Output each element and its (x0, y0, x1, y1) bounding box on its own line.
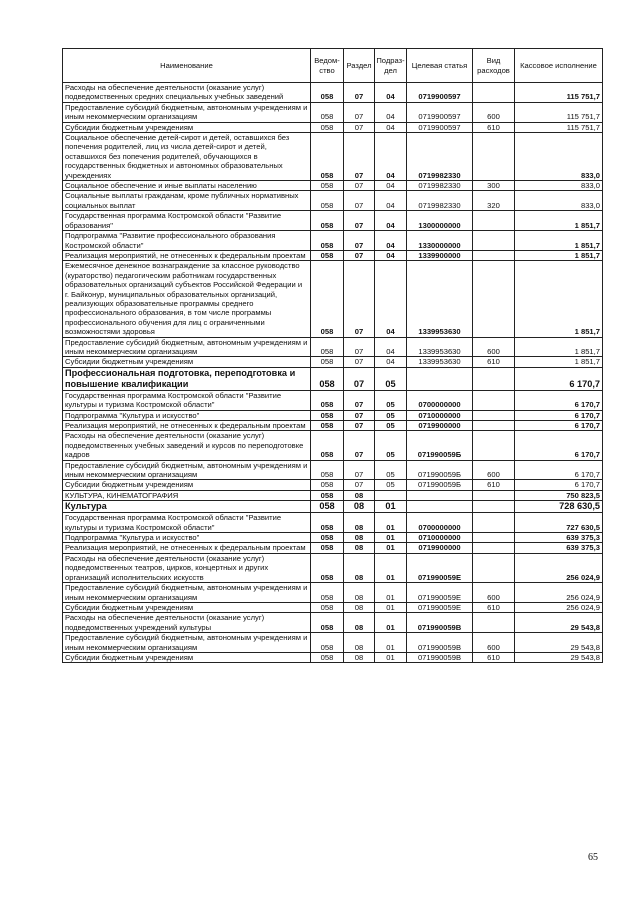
cell-name: Социальное обеспечение детей-сирот и детей, оставшихся без попечения родителей, лиц из числа детей-сирот и детей, оставшихся без попечения родителей, обучающихся в государственных бюджетных и автономных образовательных учреждениях (63, 133, 311, 181)
cell-statya: 0719982330 (407, 191, 473, 211)
cell-razdel: 07 (344, 250, 375, 260)
cell-name: Субсидии бюджетным учреждениям (63, 602, 311, 612)
cell-razdel: 07 (344, 211, 375, 231)
cell-name: Реализация мероприятий, не отнесенных к федеральным проектам (63, 250, 311, 260)
cell-podrazdel: 04 (375, 191, 407, 211)
cell-vedomstvo: 058 (311, 122, 344, 132)
cell-amount: 727 630,5 (515, 513, 603, 533)
cell-razdel: 07 (344, 357, 375, 367)
cell-vid: 320 (473, 191, 515, 211)
cell-podrazdel: 05 (375, 480, 407, 490)
cell-vid (473, 543, 515, 553)
cell-vid (473, 553, 515, 582)
cell-name: Субсидии бюджетным учреждениям (63, 480, 311, 490)
cell-vedomstvo: 058 (311, 480, 344, 490)
cell-vedomstvo: 058 (311, 390, 344, 410)
cell-statya: 0719900597 (407, 83, 473, 103)
cell-podrazdel: 05 (375, 431, 407, 460)
cell-statya: 071990059Б (407, 460, 473, 480)
cell-amount: 6 170,7 (515, 390, 603, 410)
cell-amount: 833,0 (515, 181, 603, 191)
cell-amount: 1 851,7 (515, 261, 603, 337)
cell-vid (473, 501, 515, 513)
cell-name: Социальные выплаты гражданам, кроме публичных нормативных социальных выплат (63, 191, 311, 211)
header-kassa: Кассовое исполнение (515, 49, 603, 83)
table-row (63, 501, 603, 513)
cell-amount: 833,0 (515, 133, 603, 181)
cell-vid (473, 367, 515, 390)
cell-razdel: 07 (344, 261, 375, 337)
cell-vid (473, 410, 515, 420)
cell-name: Предоставление субсидий бюджетным, автономным учреждениям и иным некоммерческим организациям (63, 460, 311, 480)
cell-name: Предоставление субсидий бюджетным, автономным учреждениям и иным некоммерческим организациям (63, 583, 311, 603)
cell-vedomstvo: 058 (311, 652, 344, 662)
cell-vid: 610 (473, 122, 515, 132)
table-row (63, 211, 603, 231)
table-row (63, 191, 603, 211)
cell-name: Расходы на обеспечение деятельности (оказание услуг) подведомственных учреждений культуры (63, 613, 311, 633)
table-row (63, 480, 603, 490)
cell-amount: 1 851,7 (515, 357, 603, 367)
cell-vid: 300 (473, 181, 515, 191)
cell-statya: 071990059Б (407, 480, 473, 490)
cell-razdel: 07 (344, 431, 375, 460)
cell-name: Подпрограмма "Культура и искусство" (63, 533, 311, 543)
table-row (63, 652, 603, 662)
cell-amount: 639 375,3 (515, 533, 603, 543)
cell-podrazdel: 01 (375, 652, 407, 662)
cell-amount: 6 170,7 (515, 367, 603, 390)
cell-vid (473, 513, 515, 533)
cell-name: Предоставление субсидий бюджетным, автономным учреждениям и иным некоммерческим организациям (63, 102, 311, 122)
cell-vid: 600 (473, 102, 515, 122)
cell-podrazdel: 04 (375, 133, 407, 181)
cell-amount: 29 543,8 (515, 613, 603, 633)
cell-amount: 6 170,7 (515, 460, 603, 480)
cell-amount: 115 751,7 (515, 122, 603, 132)
cell-razdel: 07 (344, 133, 375, 181)
cell-vid (473, 490, 515, 500)
cell-name: Расходы на обеспечение деятельности (оказание услуг) подведомственных средних специальных учебных заведений (63, 83, 311, 103)
cell-amount: 1 851,7 (515, 250, 603, 260)
cell-podrazdel: 04 (375, 83, 407, 103)
cell-vid (473, 613, 515, 633)
cell-vid (473, 211, 515, 231)
cell-amount: 1 851,7 (515, 211, 603, 231)
table-row (63, 421, 603, 431)
cell-podrazdel: 01 (375, 633, 407, 653)
table-row (63, 533, 603, 543)
cell-amount: 750 823,5 (515, 490, 603, 500)
cell-podrazdel: 01 (375, 513, 407, 533)
cell-razdel: 08 (344, 613, 375, 633)
cell-vid: 610 (473, 480, 515, 490)
cell-amount: 1 851,7 (515, 337, 603, 357)
cell-statya: 0710000000 (407, 410, 473, 420)
table-row (63, 513, 603, 533)
cell-razdel: 08 (344, 583, 375, 603)
cell-podrazdel: 01 (375, 613, 407, 633)
cell-amount: 6 170,7 (515, 421, 603, 431)
cell-vedomstvo: 058 (311, 261, 344, 337)
cell-statya: 0710000000 (407, 533, 473, 543)
table-body (63, 83, 603, 663)
cell-vedomstvo: 058 (311, 211, 344, 231)
cell-razdel: 07 (344, 367, 375, 390)
table-row (63, 357, 603, 367)
cell-statya: 0700000000 (407, 513, 473, 533)
cell-name: Ежемесячное денежное вознаграждение за классное руководство (кураторство) педагогическим работникам государственных образовательных организаций субъектов Российской Федерации и г. Байконур, муниципальных образовательных организаций, реализующих образовательные программы среднего профессионального образования, в том числе программы профессионального обучения для лиц с ограниченными возможностями здоровья (63, 261, 311, 337)
cell-razdel: 07 (344, 480, 375, 490)
cell-name: Предоставление субсидий бюджетным, автономным учреждениям и иным некоммерческим организациям (63, 337, 311, 357)
cell-amount: 29 543,8 (515, 633, 603, 653)
cell-podrazdel: 04 (375, 102, 407, 122)
cell-podrazdel: 01 (375, 501, 407, 513)
table-row (63, 133, 603, 181)
cell-razdel: 07 (344, 421, 375, 431)
table-header-row (63, 49, 603, 83)
cell-vedomstvo: 058 (311, 231, 344, 251)
cell-vid (473, 250, 515, 260)
cell-podrazdel: 05 (375, 460, 407, 480)
cell-name: Реализация мероприятий, не отнесенных к федеральным проектам (63, 421, 311, 431)
cell-razdel: 07 (344, 337, 375, 357)
cell-statya: 1339953630 (407, 357, 473, 367)
cell-podrazdel: 05 (375, 421, 407, 431)
cell-statya: 0719900597 (407, 122, 473, 132)
cell-statya: 0719900000 (407, 543, 473, 553)
cell-vid (473, 421, 515, 431)
table-row (63, 231, 603, 251)
cell-vedomstvo: 058 (311, 460, 344, 480)
cell-razdel: 08 (344, 652, 375, 662)
cell-amount: 115 751,7 (515, 102, 603, 122)
cell-vedomstvo: 058 (311, 421, 344, 431)
cell-podrazdel: 04 (375, 231, 407, 251)
table-row (63, 83, 603, 103)
cell-vid (473, 533, 515, 543)
table-row (63, 367, 603, 390)
table-row (63, 431, 603, 460)
cell-name: Реализация мероприятий, не отнесенных к федеральным проектам (63, 543, 311, 553)
cell-amount: 6 170,7 (515, 410, 603, 420)
cell-podrazdel (375, 490, 407, 500)
cell-statya: 071990059Е (407, 553, 473, 582)
cell-amount: 639 375,3 (515, 543, 603, 553)
cell-razdel: 07 (344, 231, 375, 251)
cell-podrazdel: 04 (375, 250, 407, 260)
table-row (63, 410, 603, 420)
cell-statya (407, 490, 473, 500)
cell-vedomstvo: 058 (311, 501, 344, 513)
cell-razdel: 07 (344, 410, 375, 420)
cell-name: Субсидии бюджетным учреждениям (63, 122, 311, 132)
cell-name: Расходы на обеспечение деятельности (оказание услуг) подведомственных учебных заведений и курсов по переподготовке кадров (63, 431, 311, 460)
cell-statya: 0719982330 (407, 181, 473, 191)
table-row (63, 102, 603, 122)
cell-vedomstvo: 058 (311, 613, 344, 633)
cell-statya: 071990059Е (407, 583, 473, 603)
cell-podrazdel: 04 (375, 211, 407, 231)
cell-podrazdel: 04 (375, 261, 407, 337)
cell-vid (473, 261, 515, 337)
cell-razdel: 08 (344, 501, 375, 513)
cell-statya: 1339953630 (407, 261, 473, 337)
cell-amount: 29 543,8 (515, 652, 603, 662)
cell-vedomstvo: 058 (311, 250, 344, 260)
page-number: 65 (588, 852, 598, 863)
cell-amount: 256 024,9 (515, 583, 603, 603)
cell-statya: 0700000000 (407, 390, 473, 410)
cell-vid (473, 133, 515, 181)
cell-amount: 115 751,7 (515, 83, 603, 103)
cell-statya: 071990059В (407, 652, 473, 662)
table-row (63, 250, 603, 260)
cell-vid: 600 (473, 583, 515, 603)
cell-vid: 600 (473, 337, 515, 357)
cell-name: Государственная программа Костромской области "Развитие образования" (63, 211, 311, 231)
cell-name: Социальное обеспечение и иные выплаты населению (63, 181, 311, 191)
cell-podrazdel: 04 (375, 181, 407, 191)
cell-statya: 1300000000 (407, 211, 473, 231)
cell-vedomstvo: 058 (311, 181, 344, 191)
cell-name: Культура (63, 501, 311, 513)
table-row (63, 122, 603, 132)
header-vid: Вид расходов (473, 49, 515, 83)
cell-vid: 600 (473, 633, 515, 653)
cell-vedomstvo: 058 (311, 533, 344, 543)
table-row (63, 583, 603, 603)
cell-podrazdel: 01 (375, 543, 407, 553)
header-name: Наименование (63, 49, 311, 83)
cell-statya (407, 501, 473, 513)
cell-razdel: 08 (344, 490, 375, 500)
cell-vedomstvo: 058 (311, 367, 344, 390)
cell-podrazdel: 05 (375, 390, 407, 410)
cell-statya: 1330000000 (407, 231, 473, 251)
cell-razdel: 08 (344, 543, 375, 553)
table-row (63, 261, 603, 337)
cell-name: Субсидии бюджетным учреждениям (63, 652, 311, 662)
cell-vedomstvo: 058 (311, 410, 344, 420)
cell-podrazdel: 01 (375, 533, 407, 543)
header-statya: Целевая статья (407, 49, 473, 83)
cell-vedomstvo: 058 (311, 553, 344, 582)
cell-razdel: 07 (344, 191, 375, 211)
cell-vedomstvo: 058 (311, 431, 344, 460)
cell-podrazdel: 04 (375, 122, 407, 132)
cell-razdel: 07 (344, 390, 375, 410)
header-razdel: Раздел (344, 49, 375, 83)
cell-podrazdel: 01 (375, 553, 407, 582)
cell-statya: 071990059Б (407, 431, 473, 460)
cell-name: КУЛЬТУРА, КИНЕМАТОГРАФИЯ (63, 490, 311, 500)
cell-podrazdel: 01 (375, 583, 407, 603)
cell-vedomstvo: 058 (311, 102, 344, 122)
cell-vedomstvo: 058 (311, 583, 344, 603)
cell-amount: 256 024,9 (515, 602, 603, 612)
cell-vedomstvo: 058 (311, 83, 344, 103)
cell-vid (473, 390, 515, 410)
cell-razdel: 08 (344, 602, 375, 612)
cell-vid: 600 (473, 460, 515, 480)
cell-amount: 833,0 (515, 191, 603, 211)
cell-amount: 728 630,5 (515, 501, 603, 513)
cell-vedomstvo: 058 (311, 633, 344, 653)
cell-vid: 610 (473, 652, 515, 662)
cell-vedomstvo: 058 (311, 337, 344, 357)
table-row (63, 553, 603, 582)
cell-podrazdel: 04 (375, 337, 407, 357)
cell-razdel: 08 (344, 513, 375, 533)
cell-amount: 1 851,7 (515, 231, 603, 251)
table-row (63, 633, 603, 653)
cell-podrazdel: 04 (375, 357, 407, 367)
cell-statya: 071990059Е (407, 602, 473, 612)
cell-vid: 610 (473, 602, 515, 612)
table-row (63, 543, 603, 553)
cell-statya: 0719900000 (407, 421, 473, 431)
cell-vedomstvo: 058 (311, 191, 344, 211)
table-row (63, 602, 603, 612)
cell-vedomstvo: 058 (311, 357, 344, 367)
cell-statya: 1339900000 (407, 250, 473, 260)
cell-name: Предоставление субсидий бюджетным, автономным учреждениям и иным некоммерческим организациям (63, 633, 311, 653)
cell-name: Государственная программа Костромской области "Развитие культуры и туризма Костромской области" (63, 513, 311, 533)
table-row (63, 390, 603, 410)
cell-vid (473, 431, 515, 460)
cell-amount: 6 170,7 (515, 480, 603, 490)
header-podrazdel: Подраз-дел (375, 49, 407, 83)
table-row (63, 460, 603, 480)
cell-statya: 1339953630 (407, 337, 473, 357)
cell-vedomstvo: 058 (311, 513, 344, 533)
cell-statya: 0719900597 (407, 102, 473, 122)
cell-vid (473, 231, 515, 251)
cell-name: Расходы на обеспечение деятельности (оказание услуг) подведомственных театров, цирков, концертных и других организаций исполнительских искусств (63, 553, 311, 582)
budget-execution-table (62, 48, 603, 663)
cell-razdel: 07 (344, 102, 375, 122)
cell-name: Государственная программа Костромской области "Развитие культуры и туризма Костромской области" (63, 390, 311, 410)
cell-vedomstvo: 058 (311, 602, 344, 612)
cell-name: Подпрограмма "Культура и искусство" (63, 410, 311, 420)
cell-razdel: 08 (344, 533, 375, 543)
cell-statya: 0719982330 (407, 133, 473, 181)
cell-statya: 071990059В (407, 613, 473, 633)
cell-name: Профессиональная подготовка, переподготовка и повышение квалификации (63, 367, 311, 390)
header-vedomstvo: Ведом-ство (311, 49, 344, 83)
cell-podrazdel: 01 (375, 602, 407, 612)
cell-amount: 6 170,7 (515, 431, 603, 460)
cell-amount: 256 024,9 (515, 553, 603, 582)
cell-razdel: 07 (344, 122, 375, 132)
cell-razdel: 07 (344, 460, 375, 480)
cell-vedomstvo: 058 (311, 490, 344, 500)
cell-vid: 610 (473, 357, 515, 367)
cell-statya: 071990059В (407, 633, 473, 653)
cell-vedomstvo: 058 (311, 543, 344, 553)
cell-razdel: 08 (344, 553, 375, 582)
cell-name: Подпрограмма "Развитие профессионального образования Костромской области" (63, 231, 311, 251)
cell-name: Субсидии бюджетным учреждениям (63, 357, 311, 367)
cell-razdel: 07 (344, 83, 375, 103)
cell-statya (407, 367, 473, 390)
cell-vid (473, 83, 515, 103)
cell-podrazdel: 05 (375, 367, 407, 390)
table-row (63, 613, 603, 633)
cell-vedomstvo: 058 (311, 133, 344, 181)
cell-razdel: 08 (344, 633, 375, 653)
cell-podrazdel: 05 (375, 410, 407, 420)
table-row (63, 181, 603, 191)
table-row (63, 490, 603, 500)
cell-razdel: 07 (344, 181, 375, 191)
table-row (63, 337, 603, 357)
